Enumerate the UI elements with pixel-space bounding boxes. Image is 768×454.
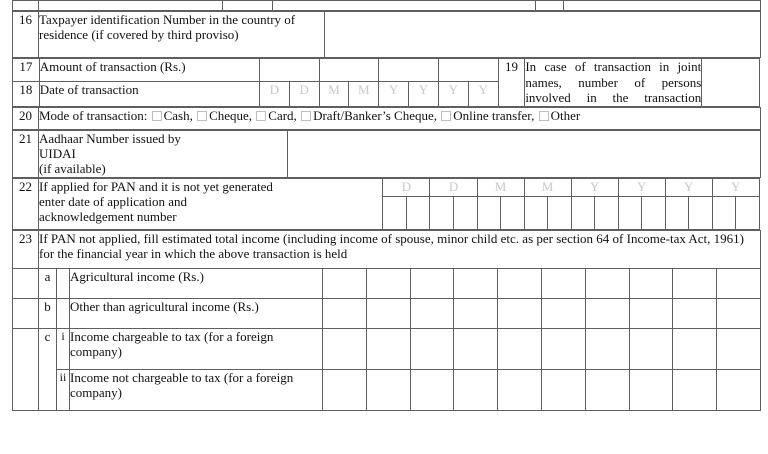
row-16-label: Taxpayer identification Number in the country of residence (if covered by third proviso) (39, 12, 325, 58)
row-23a-label: Agricultural income (Rs.) (70, 268, 323, 298)
row-19-value-cell[interactable] (702, 59, 760, 107)
row-23ci-label: Income chargeable to tax (for a foreign company) (70, 328, 323, 369)
row-20-label-prefix: Mode of transaction: (39, 107, 148, 123)
row-21-label-line1: Aadhaar Number issued by (39, 130, 181, 146)
row-23a-value-cell-3[interactable] (410, 268, 454, 298)
row-23b-value-cell-3[interactable] (410, 298, 454, 328)
row-23-number: 23 (13, 230, 39, 268)
row-18-date-cell-m1[interactable]: M (319, 82, 349, 106)
row-20-option-card[interactable]: Card, (268, 107, 297, 123)
row-18-date-cell-d1[interactable]: D (259, 82, 289, 106)
row-23cii-value-cell-6[interactable] (541, 369, 585, 410)
row-23b-roman-spacer (57, 298, 70, 328)
table-row-23b (13, 298, 761, 328)
row-23a-value-cell-7[interactable] (585, 268, 629, 298)
row-23a-letter: a (39, 268, 57, 298)
row-17-number: 17 (13, 59, 40, 82)
row-19-label: In case of transaction in joint names, number of persons involved in the transaction (525, 59, 702, 106)
checkbox-icon-draft[interactable] (301, 111, 311, 121)
row-22-label-line3: acknowledgement number (39, 209, 177, 225)
row-20-option-cheque[interactable]: Cheque, (209, 107, 253, 123)
row-16-number: 16 (13, 12, 39, 58)
table-row-23ci (13, 328, 761, 369)
row-23a-value-cell-4[interactable] (454, 268, 498, 298)
row-23b-value-cell-5[interactable] (498, 298, 542, 328)
table-row-20 (13, 107, 761, 129)
row-22-ack-cell-15[interactable] (712, 196, 736, 229)
top-partial-row-table (12, 0, 761, 11)
row-23cii-value-cell-3[interactable] (410, 369, 454, 410)
table-row-23 (13, 230, 761, 268)
row-22-table (12, 178, 760, 230)
row-23a-number-spacer (13, 268, 39, 298)
row-21-label-line2: UIDAI (39, 146, 76, 162)
row-18-date-cell-y2[interactable]: Y (409, 82, 439, 106)
row-23ci-value-cell-5[interactable] (498, 328, 542, 369)
checkbox-icon-online-transfer[interactable] (441, 111, 451, 121)
row-22-ack-cell-2[interactable] (406, 196, 430, 229)
row-19-number: 19 (498, 59, 525, 107)
row-22-label-line2: enter date of application and (39, 194, 188, 210)
row-23c-letter: c (39, 328, 57, 410)
table-row-partial-top (13, 1, 761, 11)
row-23cii-value-cell-10[interactable] (717, 369, 761, 410)
row-23b-letter: b (39, 298, 57, 328)
row-23a-value-cell-2[interactable] (366, 268, 410, 298)
row-17-label: Amount of transaction (Rs.) (39, 59, 259, 82)
table-row-21 (13, 130, 761, 177)
row-18-date-cell-y4[interactable]: Y (468, 82, 498, 106)
row-23ci-value-cell-2[interactable] (366, 328, 410, 369)
row-22-label (39, 178, 383, 229)
row-22-date-cell-y2[interactable]: Y (618, 178, 665, 196)
row-23b-value-cell-9[interactable] (673, 298, 717, 328)
row-23ci-value-cell-10[interactable] (717, 328, 761, 369)
row-22-ack-cell-8[interactable] (548, 196, 572, 229)
row-18-date-cell-d2[interactable]: D (289, 82, 319, 106)
row-21-aadhaar-input[interactable] (288, 130, 761, 177)
row-20-option-online-transfer[interactable]: Online transfer, (453, 107, 535, 123)
row-23-label: If PAN not applied, fill estimated total income (including income of spouse, minor child etc. as per section 64 of Income-tax Act, 1961) for the financial year in which the above transaction is held (39, 230, 761, 268)
row-23b-value-cell-1[interactable] (323, 298, 367, 328)
row-20-table (12, 107, 761, 130)
row-18-label: Date of transaction (39, 82, 259, 106)
row-20-number: 20 (13, 107, 39, 129)
row-22-number: 22 (13, 178, 39, 229)
table-row-23cii (13, 369, 761, 410)
partial-top-value-cell-2[interactable] (564, 1, 761, 11)
row-18-date-cell-y3[interactable]: Y (438, 82, 468, 106)
row-22-ack-cell-9[interactable] (571, 196, 595, 229)
row-23b-value-cell-6[interactable] (541, 298, 585, 328)
row-22-date-cell-y1[interactable]: Y (571, 178, 618, 196)
row-23a-value-cell-10[interactable] (717, 268, 761, 298)
table-row-22-dates (13, 178, 760, 196)
row-18-number: 18 (13, 82, 40, 106)
row-17-amount-cell-3[interactable] (379, 59, 439, 82)
row-23cii-value-cell-2[interactable] (366, 369, 410, 410)
row-17-amount-cell-4[interactable] (438, 59, 498, 82)
row-23ci-roman: i (57, 328, 70, 369)
row-20-mode-of-transaction (39, 107, 761, 129)
row-22-ack-cell-11[interactable] (618, 196, 642, 229)
row-16-shaded-area (325, 12, 761, 58)
row-23a-value-cell-1[interactable] (323, 268, 367, 298)
row-21-number: 21 (13, 130, 39, 177)
row-23b-value-cell-10[interactable] (717, 298, 761, 328)
partial-top-label-cell (39, 1, 223, 11)
partial-top-value-cell[interactable] (273, 1, 536, 11)
row-22-date-cell-y4[interactable]: Y (712, 178, 759, 196)
partial-top-shaded-cell-2 (536, 1, 564, 11)
row-22-ack-cell-12[interactable] (642, 196, 666, 229)
row-23a-value-cell-8[interactable] (629, 268, 673, 298)
row-20-option-other[interactable]: Other (550, 107, 581, 123)
row-23b-value-cell-7[interactable] (585, 298, 629, 328)
row-23cii-value-cell-8[interactable] (629, 369, 673, 410)
row-22-date-cell-y3[interactable]: Y (665, 178, 712, 196)
checkbox-icon-cheque[interactable] (197, 111, 207, 121)
row-23cii-roman: ii (57, 369, 70, 410)
row-23a-value-cell-9[interactable] (673, 268, 717, 298)
row-23b-value-cell-2[interactable] (366, 298, 410, 328)
row-23ci-value-cell-4[interactable] (454, 328, 498, 369)
row-22-date-cell-d2[interactable]: D (430, 178, 477, 196)
checkbox-icon-card[interactable] (256, 111, 266, 121)
row-23cii-value-cell-9[interactable] (673, 369, 717, 410)
row-20-option-draft[interactable]: Draft/Banker’s Cheque, (313, 107, 438, 123)
row-23ci-value-cell-8[interactable] (629, 328, 673, 369)
row-22-date-cell-m2[interactable]: M (524, 178, 571, 196)
row-21-label-line3: (if available) (39, 161, 106, 177)
row-22-date-cell-m1[interactable]: M (477, 178, 524, 196)
row-23b-label: Other than agricultural income (Rs.) (70, 298, 323, 328)
checkbox-icon-cash[interactable] (152, 111, 162, 121)
table-row-16 (13, 12, 761, 58)
row-23a-value-cell-5[interactable] (498, 268, 542, 298)
rows-17-19-table (12, 58, 760, 107)
row-17-amount-cell-1[interactable] (259, 59, 319, 82)
row-22-date-cell-d1[interactable]: D (383, 178, 430, 196)
row-23b-number-spacer (13, 298, 39, 328)
row-22-ack-cell-3[interactable] (430, 196, 454, 229)
row-18-date-cell-y1[interactable]: Y (379, 82, 409, 106)
row-18-date-cell-m2[interactable]: M (349, 82, 379, 106)
row-16-table (12, 11, 761, 58)
row-21-table (12, 130, 761, 178)
row-23a-value-cell-6[interactable] (541, 268, 585, 298)
row-23cii-value-cell-4[interactable] (454, 369, 498, 410)
row-22-ack-cell-6[interactable] (501, 196, 525, 229)
row-23ci-value-cell-9[interactable] (673, 328, 717, 369)
row-22-ack-cell-7[interactable] (524, 196, 548, 229)
checkbox-icon-other[interactable] (539, 111, 549, 121)
row-23ci-value-cell-7[interactable] (585, 328, 629, 369)
table-row-23a (13, 268, 761, 298)
row-22-label-line1: If applied for PAN and it is not yet generated (39, 178, 273, 194)
row-22-ack-cell-1[interactable] (383, 196, 407, 229)
table-row-17 (13, 59, 760, 82)
row-22-ack-cell-5[interactable] (477, 196, 501, 229)
row-23b-value-cell-8[interactable] (629, 298, 673, 328)
row-23b-value-cell-4[interactable] (454, 298, 498, 328)
row-23cii-value-cell-7[interactable] (585, 369, 629, 410)
row-22-ack-cell-16[interactable] (736, 196, 760, 229)
row-23-table (12, 230, 761, 411)
row-20-option-cash[interactable]: Cash, (163, 107, 193, 123)
row-22-ack-cell-13[interactable] (665, 196, 689, 229)
row-22-ack-cell-10[interactable] (595, 196, 619, 229)
row-23ci-value-cell-3[interactable] (410, 328, 454, 369)
row-17-amount-cell-2[interactable] (319, 59, 379, 82)
partial-top-shaded-cell (223, 1, 273, 11)
row-21-label (39, 130, 288, 177)
row-22-ack-cell-14[interactable] (689, 196, 713, 229)
row-23ci-value-cell-6[interactable] (541, 328, 585, 369)
row-23cii-value-cell-5[interactable] (498, 369, 542, 410)
row-23cii-value-cell-1[interactable] (323, 369, 367, 410)
row-23c-number-spacer (13, 328, 39, 410)
row-23ci-value-cell-1[interactable] (323, 328, 367, 369)
partial-top-number-cell (13, 1, 39, 11)
row-23a-roman-spacer (57, 268, 70, 298)
row-22-ack-cell-4[interactable] (454, 196, 478, 229)
row-23cii-label: Income not chargeable to tax (for a foreign company) (70, 369, 323, 410)
